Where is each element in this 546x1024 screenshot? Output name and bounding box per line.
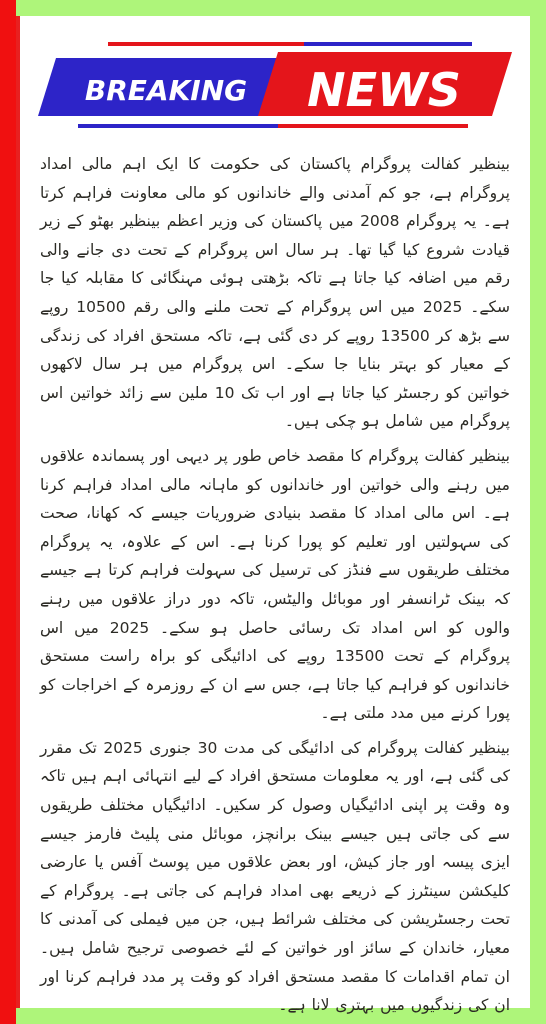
inner-red-stripe bbox=[16, 16, 20, 1008]
top-green-border bbox=[16, 0, 530, 16]
left-red-border bbox=[0, 0, 16, 1024]
breaking-news-graphic bbox=[38, 36, 512, 136]
top-red-line bbox=[108, 42, 304, 46]
bottom-red-line bbox=[278, 124, 468, 128]
right-green-border bbox=[530, 0, 546, 1024]
bottom-blue-line bbox=[78, 124, 278, 128]
banner-word-breaking: BREAKING bbox=[84, 74, 248, 107]
article-body bbox=[40, 150, 511, 1015]
breaking-news-banner bbox=[38, 36, 512, 136]
article-paragraph-1: بینظیر کفالت پروگرام پاکستان کی حکومت کا ایک اہم مالی امداد پروگرام ہے، جو کم آمدنی والے خاندانوں کو مالی معاونت فراہم کرتا ہے۔ یہ پروگرام 2008 میں پاکستان کی وزیر اعظم بینظیر بھٹو کے زیر قیادت شروع کیا گیا تھا۔ ہر سال اس پروگرام کے تحت دی جانے والی رقم میں اضافہ کیا جاتا ہے تاکہ بڑھتی ہوئی مہنگائی کا مقابلہ کیا جا سکے۔ 2025 میں اس پروگرام کے تحت ملنے والی رقم 10500 روپے سے بڑھ کر 13500 روپے کر دی گئی ہے، تاکہ مستحق افراد کی زندگی کے معیار کو بہتر بنایا جا سکے۔ اس پروگرام میں ہر سال لاکھوں خواتین کو رجسٹر کیا جاتا ہے اور اب تک 10 ملین سے زائد خواتین اس پروگرام میں شامل ہو چکی ہیں۔ bbox=[40, 155, 511, 431]
top-blue-line bbox=[304, 42, 472, 46]
article-paragraph-3: بینظیر کفالت پروگرام کی ادائیگی کی مدت 30 جنوری 2025 تک مقرر کی گئی ہے، اور یہ معلومات مستحق افراد کے لیے انتہائی اہم ہیں تاکہ وہ وقت پر اپنی ادائیگیاں وصول کر سکیں۔ ادائیگیاں مختلف طریقوں سے کی جاتی ہیں جیسے بینک برانچز، موبائل منی پلیٹ فارمز جیسے ایزی پیسہ اور جاز کیش، اور بعض علاقوں میں پوسٹ آفس یا عارضی کلیکشن سینٹرز کے ذریعے بھی امداد فراہم کی جاتی ہے۔ پروگرام کے تحت رجسٹریشن کی مختلف شرائط ہیں، جن میں فیملی کی آمدنی کا معیار، خاندان کے سائز اور خواتین کے لئے خصوصی ترجیح شامل ہیں۔ ان تمام اقدامات کا مقصد مستحق افراد کو وقت پر مدد فراہم کرنا اور ان کی زندگیوں میں بہتری لانا ہے۔ bbox=[40, 738, 510, 1015]
banner-word-news: NEWS bbox=[307, 63, 461, 117]
article-paragraph-2: بینظیر کفالت پروگرام کا مقصد خاص طور پر دیہی اور پسماندہ علاقوں میں رہنے والی خواتین اور خاندانوں کو ماہانہ مالی امداد فراہم کرنا ہے۔ اس مالی امداد کا مقصد بنیادی ضروریات جیسے کہ کھانا، صحت کی سہولتیں اور تعلیم کو پورا کرنا ہے۔ اس کے علاوہ، یہ پروگرام مختلف طریقوں سے فنڈز کی ترسیل کی سہولت فراہم کرتا ہے جیسے کہ بینک ٹرانسفر اور موبائل والیٹس، تاکہ دور دراز علاقوں میں رہنے والوں کو اس امداد تک رسائی حاصل ہو سکے۔ 2025 میں اس پروگرام کے تحت 13500 روپے کی ادائیگی کو براہ راست مستحق خاندانوں کو فراہم کیا جاتا ہے، جس سے ان کے روزمرہ کے اخراجات کو پورا کرنے میں مدد ملتی ہے۔ bbox=[40, 446, 510, 723]
